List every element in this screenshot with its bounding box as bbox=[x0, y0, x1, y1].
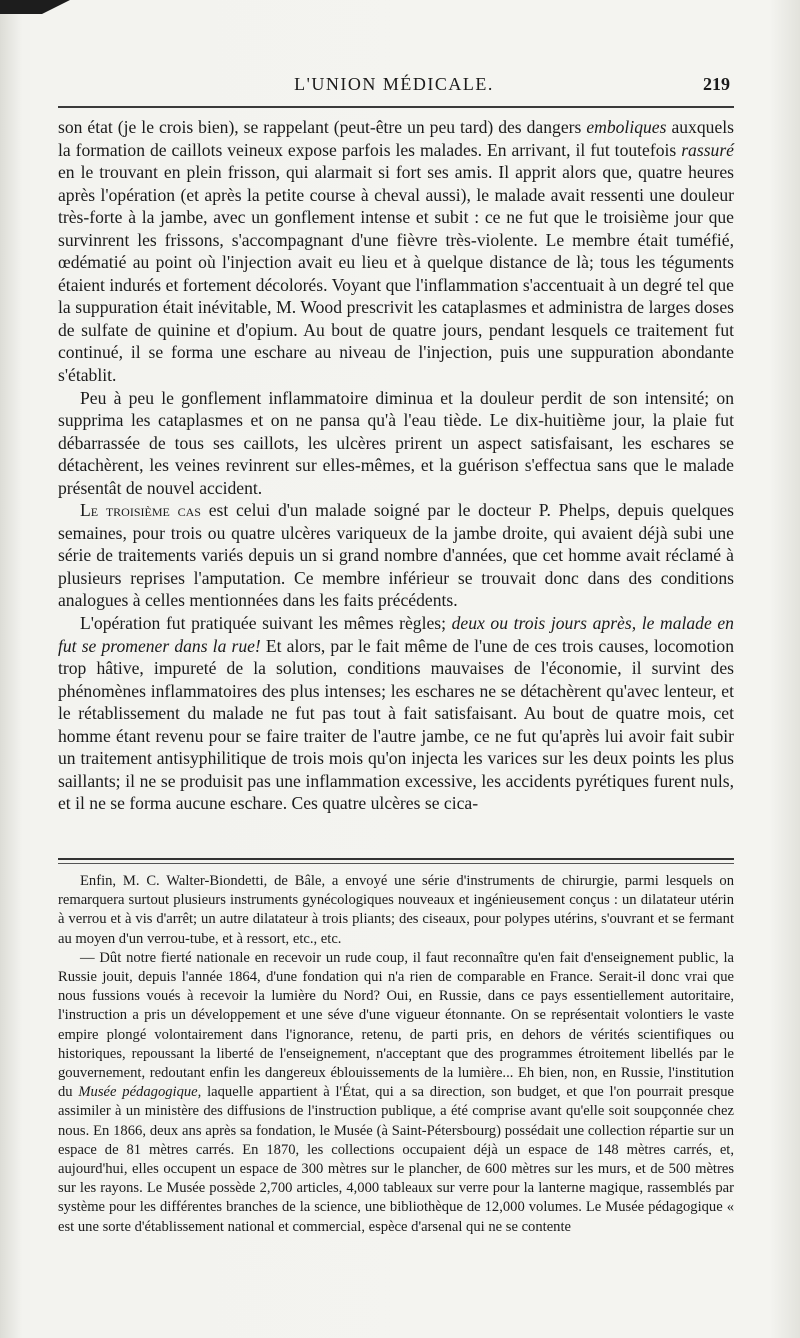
paragraph-3-text: est celui d'un malade soigné par le docteur P. Phelps, depuis quelques semaines, pour trois ou quatre ulcères variqueux de la jambe droite, qui avaient déjà subi une série de traitements variés depuis un si grand nombre d'années, que cet homme avait réclamé à plusieurs reprises l'amputation. Ce membre inférieur se trouvait donc dans des conditions analogues à celles mentionnées dans les faits précédents. bbox=[58, 500, 734, 611]
note-2-text-a: — Dût notre fierté nationale en recevoir un rude coup, il faut reconnaître qu'en fait d'enseignement public, la Russie jouit, depuis l'année 1864, d'une fondation qui n'a rien de comparable en France. Serait-il donc vrai que nous fussions voués à recevoir la lumière du Nord? Oui, en Russie, dans ce pays essentiellement autoritaire, l'instruction a pris un développement et une séve d'une vigueur étonnante. On se représentait volontiers le vaste empire plongé volontairement dans l'ignorance, retenu, de parti pris, en dehors de vérités scientifiques ou historiques, repoussant la liberté de l'enseignement, n'acceptant que des programmes étroitement libellés par le gouvernement, redoutant enfin les dangereux éblouissements de la lumière... Eh bien, non, en Russie, l'institution du bbox=[58, 949, 734, 1101]
note-2-italic: Musée pédagogique, bbox=[78, 1084, 202, 1101]
running-header bbox=[58, 74, 730, 102]
paragraph-1-text-c: en le trouvant en plein frisson, qui alarmait si fort ses amis. Il apprit alors que, quatre heures après l'opération (et après la petite course à cheval aussi), le malade avait ressenti une douleur très-forte à la jambe, avec un gonflement intense et subit : ce ne fut que le troisième jour que survinrent les frissons, s'accompagnant d'une fièvre très-violente. Le membre était tuméfié, œdématié au point où l'injection avait eu lieu et à quelque distance de là; tous les téguments étaient indurés et fortement décolorés. Voyant que l'inflammation s'accentuait à un degré tel que la suppuration était inévitable, M. Wood prescrivit les cataplasmes et administra de larges doses de sulfate de quinine et d'opium. Au bout de quatre jours, pendant lesquels ce traitement fut continué, il se forma une eschare au niveau de l'injection, puis une suppuration abondante s'établit. bbox=[58, 162, 734, 386]
note-2-text-b: laquelle appartient à l'État, qui a sa direction, son budget, et que l'on pourrait presque assimiler à un ministère des diffusions de l'instruction publique, a été comprise avant qu'elle soit soupçonnée chez nous. En 1866, deux ans après sa fondation, le Musée (à Saint-Pétersbourg) possédait une collection répartie sur un espace de 81 mètres carrés. En 1870, les collections occupaient déjà un espace de 148 mètres carrés, et, aujourd'hui, elles occupent un espace de 300 mètres sur le plancher, de 600 mètres sur les murs, et de 500 mètres sur les rayons. Le Musée possède 2,700 articles, 4,000 tableaux sur verre pour la lanterne magique, rassemblés par système pour les différentes branches de la science, une bibliothèque de 12,000 volumes. Le Musée pédagogique « est une sorte d'établissement national et commercial, espèce d'arsenal qui ne se contente bbox=[58, 1084, 734, 1235]
paragraph-4 bbox=[58, 612, 734, 815]
paragraph-1-text-b: auxquels la formation de caillots veineux expose parfois les malades. En arrivant, il fut toutefois bbox=[58, 117, 734, 160]
page-number: 219 bbox=[703, 74, 730, 94]
paragraph-4-italic: deux ou trois jours après, le malade en fut se promener dans la rue! bbox=[58, 613, 734, 656]
journal-title: L'UNION MÉDICALE. bbox=[294, 74, 494, 94]
section-rule bbox=[58, 858, 734, 864]
paragraph-1-text-a: son état (je le crois bien), se rappelant (peut-être un peu tard) des dangers bbox=[58, 117, 587, 137]
paragraph-2: Peu à peu le gonflement inflammatoire diminua et la douleur perdit de son intensité; on supprima les cataplasmes et on ne pansa qu'à l'eau tiède. Le dix-huitième jour, la plaie fut débarrassée de tous ses caillots, les ulcères prirent un aspect satisfaisant, les eschares se détachèrent, les veines revinrent sur elles-mêmes, et la guérison s'effectua sans que le malade présentât de nouvel accident. bbox=[58, 387, 734, 498]
page-corner-mark bbox=[0, 0, 70, 14]
paragraph-1-italic-a: emboliques bbox=[586, 117, 667, 137]
main-text bbox=[58, 116, 734, 815]
header-rule bbox=[58, 106, 734, 108]
note-2 bbox=[58, 949, 734, 1237]
paragraph-4-text-a: L'opération fut pratiquée suivant les mêmes règles; bbox=[80, 613, 452, 634]
paragraph-3-lead: Le troisième cas bbox=[80, 500, 201, 521]
feuilleton-notes bbox=[58, 872, 734, 1237]
paragraph-4-text-b: Et alors, par le fait même de l'une de ces trois causes, locomotion trop hâtive, impureté de la solution, conditions mauvaises de l'économie, il survint des phénomènes inflammatoires des plus intenses; les eschares ne se détachèrent qu'avec lenteur, et le rétablissement du malade ne fut pas tout à fait satisfaisant. Au bout de quatre mois, cet homme étant revenu pour se faire traiter de l'autre jambe, ce ne fut qu'après lui avoir fait subir un traitement antisyphilitique de trois mois qu'on injecta les varices sur les deux points les plus saillants; il ne se produisit pas une inflammation excessive, les accidents pyrétiques furent nuls, et il ne se forma aucune eschare. Ces quatre ulcères se cica- bbox=[58, 635, 734, 814]
paragraph-1 bbox=[58, 116, 734, 387]
paragraph-1-italic-b: rassuré bbox=[681, 139, 734, 160]
paragraph-3 bbox=[58, 499, 734, 612]
note-1: Enfin, M. C. Walter-Biondetti, de Bâle, a envoyé une série d'instruments de chirurgie, parmi lesquels on remarquera surtout plusieurs instruments gynécologiques nouveaux et ingénieusement conçus : un dilatateur utérin à verrou et à vis d'arrêt; un autre dilatateur à trois pliants; des ciseaux, pour polypes utérins, s'ouvrant et se fermant au moyen d'un verrou-tube, et à ressort, etc., etc. bbox=[58, 873, 734, 947]
